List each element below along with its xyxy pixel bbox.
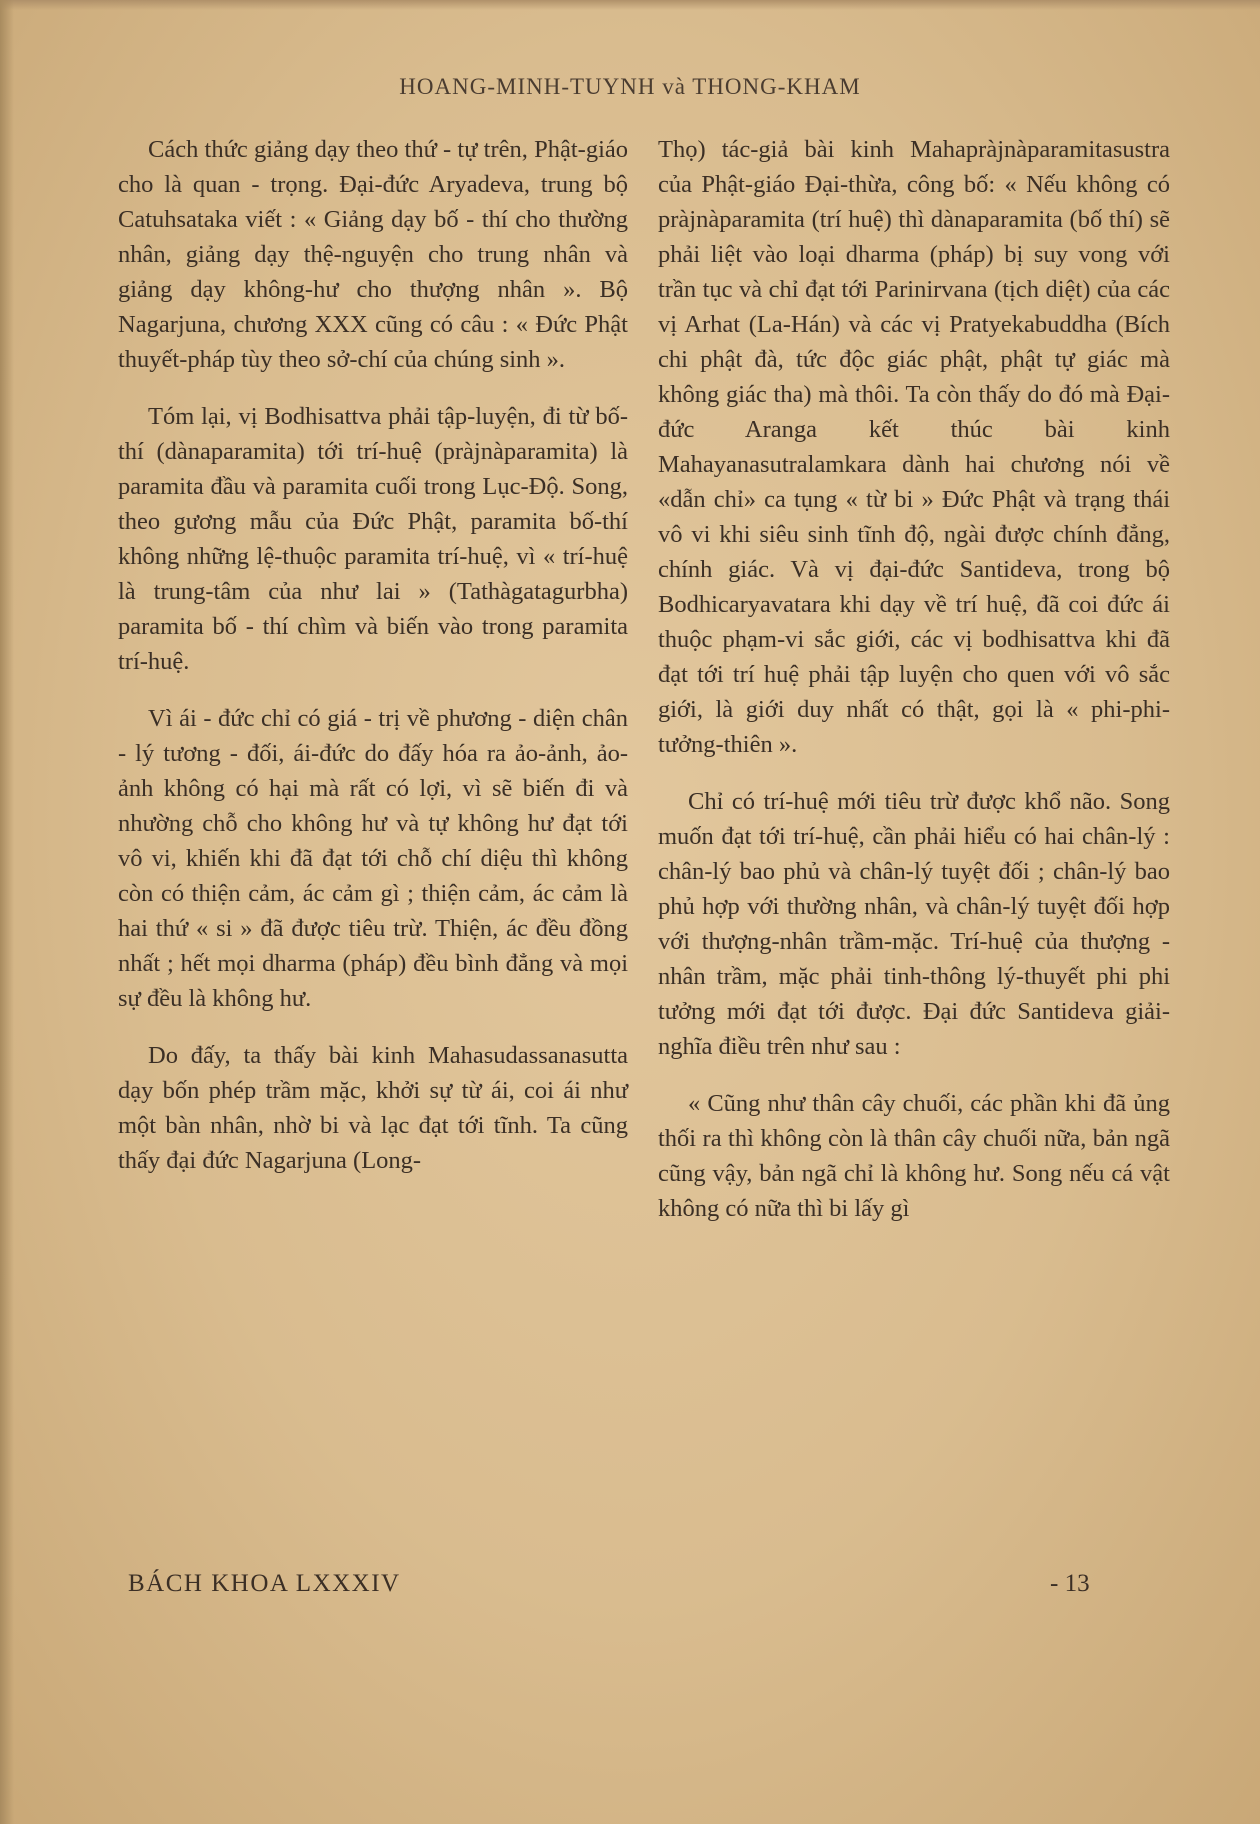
page-top-shadow [0,0,1260,10]
right-column [658,132,1170,1248]
paragraph: Tóm lại, vị Bodhisattva phải tập-luyện, đi từ bố-thí (dànaparamita) tới trí-huệ (pràjnàparamita) là paramita đầu và paramita cuối trong Lục-Độ. Song, theo gương mẫu của Đức Phật, paramita bố-thí không những lệ-thuộc paramita trí-huệ, vì « trí-huệ là trung-tâm của như lai » (Tathàgatagurbha) paramita bố - thí chìm và biến vào trong paramita trí-huệ. [118,403,628,675]
paragraph: Do đấy, ta thấy bài kinh Mahasudassanasutta dạy bốn phép trầm mặc, khởi sự từ ái, coi ái như một bàn nhân, nhờ bi và lạc đạt tới tĩnh. Ta cũng thấy đại đức Nagarjuna (Long- [118,1042,628,1174]
running-header: HOANG-MINH-TUYNH và THONG-KHAM [399,74,861,99]
paragraph: Chỉ có trí-huệ mới tiêu trừ được khổ não. Song muốn đạt tới trí-huệ, cần phải hiểu có hai chân-lý : chân-lý bao phủ và chân-lý tuyệt đối ; chân-lý bao phủ hợp với thường nhân, và chân-lý tuyệt đối hợp với thượng-nhân trầm-mặc. Trí-huệ của thượng - nhân trầm, mặc phải tinh-thông lý-thuyết phi phi tưởng mới đạt tới được. Đại đức Santideva giải-nghĩa điều trên như sau : [658,788,1170,1060]
page-left-shadow [0,0,14,1824]
publication-footer: BÁCH KHOA LXXXIV [128,1570,401,1597]
paragraph: Cách thức giảng dạy theo thứ - tự trên, Phật-giáo cho là quan - trọng. Đại-đức Aryadeva, trung bộ Catuhsataka viết : « Giảng dạy bố - thí cho thường nhân, giảng dạy thệ-nguyện cho trung nhân và giảng dạy không-hư cho thượng nhân ». Bộ Nagarjuna, chương XXX cũng có câu : « Đức Phật thuyết-pháp tùy theo sở-chí của chúng sinh ». [118,136,628,373]
page-number: - 13 [1050,1570,1090,1597]
paragraph: « Cũng như thân cây chuối, các phần khi đã ủng thối ra thì không còn là thân cây chuối nữa, bản ngã cũng vậy, bản ngã chỉ là không hư. Song nếu cá vật không có nữa thì bi lấy gì [658,1090,1170,1222]
paragraph: Vì ái - đức chỉ có giá - trị về phương - diện chân - lý tương - đối, ái-đức do đấy hóa ra ảo-ảnh, ảo-ảnh không có hại mà rất có lợi, vì sẽ biến đi và nhường chỗ cho không hư và tự không hư đạt tới vô vi, khiến khi đã đạt tới chỗ chí diệu thì không còn có thiện cảm, ác cảm gì ; thiện cảm, ác cảm là hai thứ « si » đã được tiêu trừ. Thiện, ác đều đồng nhất ; hết mọi dharma (pháp) đều bình đẳng và mọi sự đều là không hư. [118,705,628,1012]
paragraph-continued: Thọ) tác-giả bài kinh Mahapràjnàparamitasustra của Phật-giáo Đại-thừa, công bố: « Nếu không có pràjnàparamita (trí huệ) thì dànaparamita (bố thí) sẽ phải liệt vào loại dharma (pháp) bị suy vong với trần tục và chỉ đạt tới Parinirvana (tịch diệt) của các vị Arhat (La-Hán) và các vị Pratyekabuddha (Bích chi phật đà, tức độc giác phật, phật tự giác mà không giác tha) mà thôi. Ta còn thấy do đó mà Đại-đức Aranga kết thúc bài kinh Mahayanasutralamkara dành hai chương nói về «dẫn chỉ» ca tụng « từ bi » Đức Phật và trạng thái vô vi khi siêu sinh tĩnh độ, ngài được chính đẳng, chính giác. Và vị đại-đức Santideva, trong bộ Bodhicaryavatara khi dạy về trí huệ, đã coi đức ái thuộc phạm-vi sắc giới, các vị bodhisattva khi đã đạt tới trí huệ phải tập luyện cho quen với vô sắc giới, là giới duy nhất có thật, gọi là « phi-phi-tưởng-thiên ». [658,136,1170,758]
left-column [118,132,628,1200]
